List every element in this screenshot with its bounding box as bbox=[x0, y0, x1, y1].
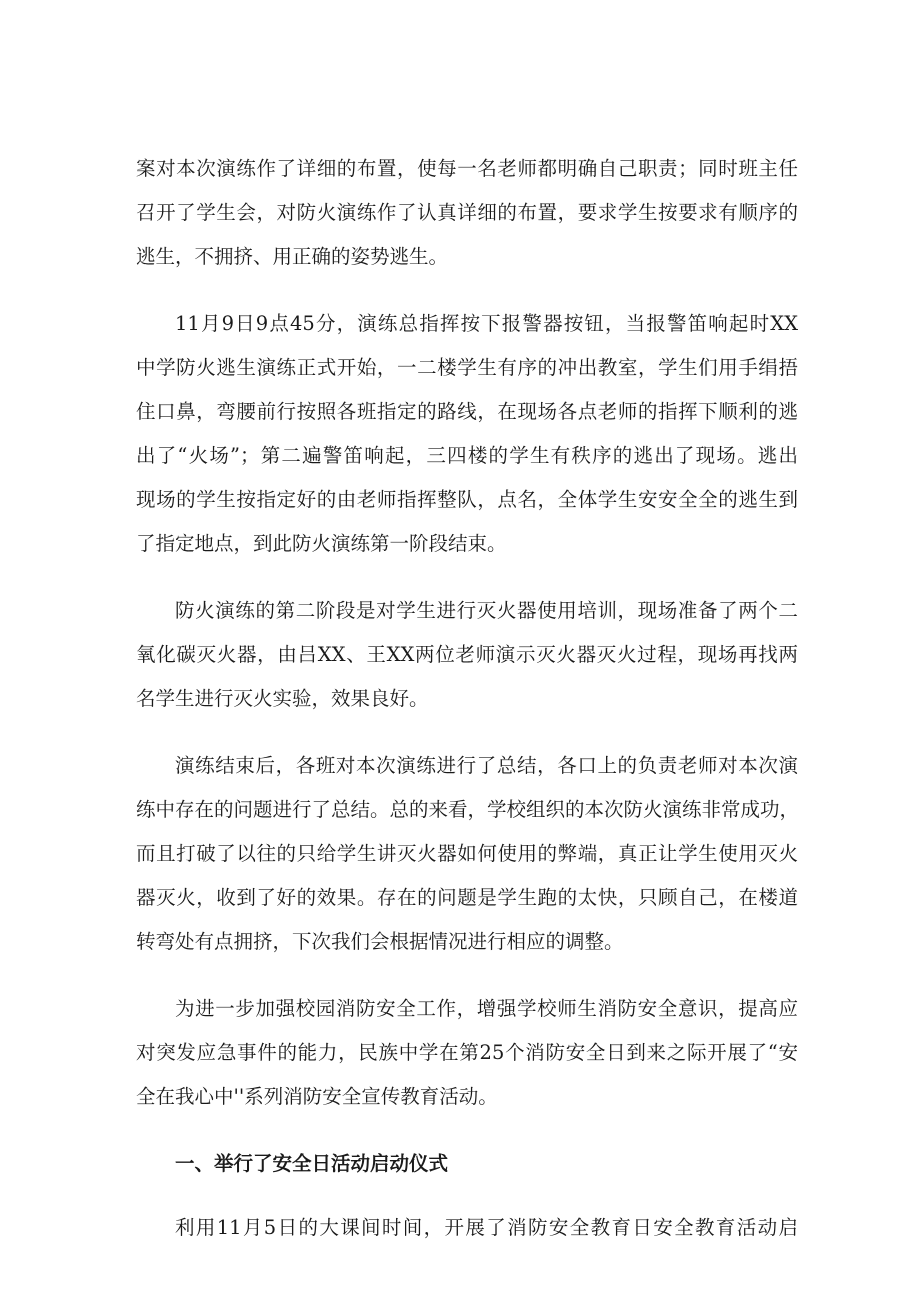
paragraph-summary bbox=[136, 744, 798, 964]
section-heading: 一、举行了安全日活动启动仪式 bbox=[175, 1152, 449, 1175]
paragraph-continuation bbox=[136, 147, 798, 279]
text-line: 利用11月5日的大课间时间，开展了消防安全教育日安全教育活动启 bbox=[175, 1216, 798, 1239]
text-line: 逃生，不拥挤、用正确的姿势逃生。 bbox=[136, 245, 449, 268]
text-line: 演练结束后，各班对本次演练进行了总结，各口上的负责老师对本次演 bbox=[175, 754, 798, 777]
paragraph-gap bbox=[136, 1119, 798, 1142]
text-line: 案对本次演练作了详细的布置，使每一名老师都明确自己职责；同时班主任 bbox=[136, 157, 798, 180]
text-line: 氧化碳灭火器，由吕XX、王XX两位老师演示灭火器灭火过程，现场再找两 bbox=[136, 643, 798, 666]
text-line: 器灭火，收到了好的效果。存在的问题是学生跑的太快，只顾自己，在楼道 bbox=[136, 886, 798, 909]
paragraph-launch bbox=[136, 1206, 798, 1250]
text-line: 出了“火场”；第二遍警笛响起，三四楼的学生有秩序的逃出了现场。逃出 bbox=[136, 444, 798, 467]
paragraph-gap bbox=[136, 566, 798, 589]
paragraph-drill-start bbox=[136, 302, 798, 566]
paragraph-gap bbox=[136, 964, 798, 987]
text-line: 练中存在的问题进行了总结。总的来看，学校组织的本次防火演练非常成功， bbox=[136, 798, 800, 821]
text-line: 全在我心中''系列消防安全宣传教育活动。 bbox=[136, 1085, 498, 1108]
text-line: 而且打破了以往的只给学生讲灭火器如何使用的弊端，真正让学生使用灭火 bbox=[136, 842, 798, 865]
text-line: 对突发应急事件的能力，民族中学在第25个消防安全日到来之际开展了“安 bbox=[136, 1041, 798, 1064]
paragraph-gap bbox=[136, 721, 798, 744]
text-line: 转弯处有点拥挤，下次我们会根据情况进行相应的调整。 bbox=[136, 930, 624, 953]
text-line: 防火演练的第二阶段是对学生进行灭火器使用培训，现场准备了两个二 bbox=[175, 599, 798, 622]
text-line: 召开了学生会，对防火演练作了认真详细的布置，要求学生按要求有顺序的 bbox=[136, 201, 798, 224]
paragraph-campaign bbox=[136, 987, 798, 1119]
paragraph-gap bbox=[136, 279, 798, 302]
paragraph-gap bbox=[136, 1186, 798, 1206]
text-line: 住口鼻，弯腰前行按照各班指定的路线，在现场各点老师的指挥下顺利的逃 bbox=[136, 400, 798, 423]
text-line: 现场的学生按指定好的由老师指挥整队，点名，全体学生安安全全的逃生到 bbox=[136, 488, 798, 511]
document-body bbox=[136, 147, 798, 1250]
text-line: 为进一步加强校园消防安全工作，增强学校师生消防安全意识，提高应 bbox=[175, 997, 798, 1020]
text-line: 名学生进行灭火实验，效果良好。 bbox=[136, 687, 429, 710]
text-line: 了指定地点，到此防火演练第一阶段结束。 bbox=[136, 532, 507, 555]
paragraph-second-stage bbox=[136, 589, 798, 721]
text-line: 中学防火逃生演练正式开始，一二楼学生有序的冲出教室，学生们用手绢捂 bbox=[136, 356, 798, 379]
text-line: 11月9日9点45分，演练总指挥按下报警器按钮，当报警笛响起时XX bbox=[175, 312, 798, 335]
